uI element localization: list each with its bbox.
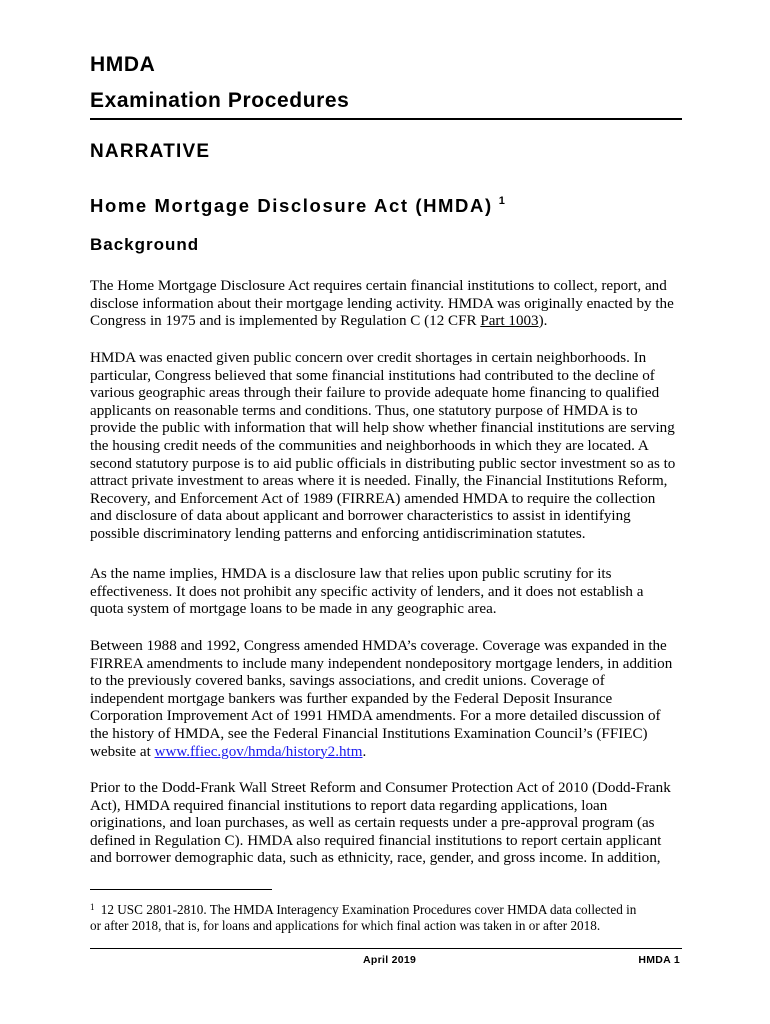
paragraph-4-end: . <box>362 743 367 760</box>
document-title-line2: Examination Procedures <box>90 89 350 112</box>
paragraph-1-text: The Home Mortgage Disclosure Act requires certain financial institutions to collect, report, and disclose information about their mortgage lending activity. HMDA was originally enacted by the Congress in 1975 and is implemented by Regulation C (12 CFR <box>90 278 674 330</box>
paragraph-4-text: Between 1988 and 1992, Congress amended HMDA’s coverage. Coverage was expanded in the FIRREA amendments to include many independent nondepository mortgage lenders, in addition to the previously covered banks, savings associations, and credit unions. Coverage of independent mortgage bankers was further expanded by the Federal Deposit Insurance Corporation Improvement Act of 1991 HMDA amendments. For a more detailed discussion of the history of HMDA, see the Federal Financial Institutions Examination Council’s (FFIEC) website at <box>90 638 673 760</box>
paragraph-4 <box>90 638 682 761</box>
paragraph-1 <box>90 278 682 331</box>
footnote <box>90 899 682 934</box>
act-heading-text: Home Mortgage Disclosure Act (HMDA) <box>90 195 493 216</box>
section-heading: NARRATIVE <box>90 141 211 162</box>
paragraph-1-end: ). <box>538 313 548 330</box>
title-divider <box>90 118 682 120</box>
paragraph-5: Prior to the Dodd-Frank Wall Street Reform and Consumer Protection Act of 2010 (Dodd-Frank Act), HMDA required financial institutions to report data regarding applications, loan originations, and loan purchases, as well as certain requests under a pre-approval program (as defined in Regulation C). HMDA also required financial institutions to report certain applicant and borrower demographic data, such as ethnicity, race, gender, and gross income. In addition, <box>90 780 671 867</box>
ffiec-history-link[interactable]: www.ffiec.gov/hmda/history2.htm <box>154 743 363 760</box>
document-title-line1: HMDA <box>90 53 156 76</box>
footnote-ref[interactable]: 1 <box>498 195 505 207</box>
footer-date: April 2019 <box>363 954 417 966</box>
footer-page-number: HMDA 1 <box>638 954 680 966</box>
footnote-divider <box>90 889 272 890</box>
footnote-marker: 1 <box>90 902 95 912</box>
paragraph-2: HMDA was enacted given public concern over credit shortages in certain neighborhoods. In particular, Congress believed that some financial institutions had contributed to the decline of various geographic areas through their failure to provide adequate home financing to qualified applicants on reasonable terms and conditions. Thus, one statutory purpose of HMDA is to provide the public with information that will help show whether financial institutions are serving the housing credit needs of the communities and neighborhoods in which they are located. A second statutory purpose is to aid public officials in distributing public sector investment so as to attract private investment to areas where it is needed. Finally, the Financial Institutions Reform, Recovery, and Enforcement Act of 1989 (FIRREA) amended HMDA to require the collection and disclosure of data about applicant and borrower characteristics to assist in identifying possible discriminatory lending patterns and enforcing antidiscrimination statutes. <box>90 350 676 542</box>
document-page <box>90 0 682 1024</box>
footer-divider <box>90 948 682 949</box>
background-heading: Background <box>90 235 200 254</box>
part-1003-link[interactable]: Part 1003 <box>480 313 539 330</box>
footnote-text: 12 USC 2801-2810. The HMDA Interagency Examination Procedures cover HMDA data collected in or after 2018, that is, for loans and applications for which final action was taken in or after 2018. <box>90 902 637 933</box>
act-heading <box>90 190 505 217</box>
paragraph-3: As the name implies, HMDA is a disclosure law that relies upon public scrutiny for its effectiveness. It does not prohibit any specific activity of lenders, and it does not establish a quota system of mortgage loans to be made in any geographic area. <box>90 566 644 618</box>
